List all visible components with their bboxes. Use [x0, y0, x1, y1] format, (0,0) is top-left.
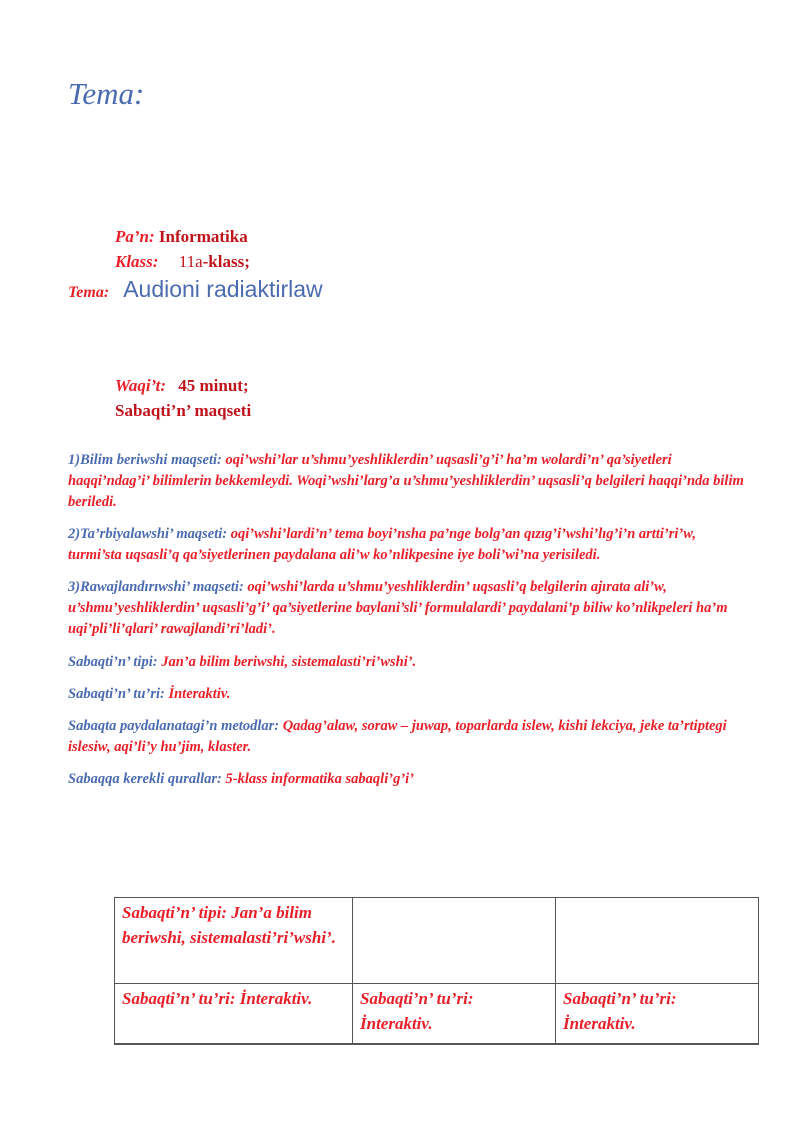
- table-cell: [556, 898, 759, 984]
- goal-head: 2)Ta’rbiyalawshi’ maqseti:: [68, 526, 228, 542]
- table-row: [115, 984, 759, 1044]
- goal-paragraph-1: [68, 450, 748, 513]
- class-suffix: -klass;: [202, 252, 250, 271]
- lesson-table: [114, 897, 759, 1045]
- detail-text: Jan’a bilim beriwshi, sistemalasti’ri’wshi’.: [157, 654, 417, 670]
- duration-label: Waqi’t:: [115, 376, 166, 395]
- goal-text: oqi’wshi’larda u’shmu’yeshliklerdin’ uqsasli’q belgilerin ajırata ali’w, u’shmu’yeshliklerdin’ uqsasli’g’i’ qa’siyetlerine baylani’sli’ formulalardi’ paydalani’p biliw ko’nlikpeleri ha’m uqi’pli’li’qlari’ rawajlandi’ri’ladi’.: [68, 579, 728, 637]
- detail-text: Qadag’alaw, soraw – juwap, toparlarda islew, kishi lekciya, jeke ta’rtiptegi islesiw, aqi’li’y hu’jim, klaster.: [68, 718, 727, 755]
- class-line: [115, 252, 250, 272]
- subject-line: [115, 227, 248, 247]
- detail-head: Sabaqti’n’ tu’ri:: [68, 686, 165, 702]
- subject-label: Pa’n:: [115, 227, 155, 246]
- duration-value: 45 minut;: [178, 376, 249, 395]
- page-title: Tema:: [68, 76, 145, 111]
- goal-text: oqi’wshi’lardi’n’ tema boyi’nsha pa’nge bolg’an qızıg’i’wshi’lıg’i’n artti’ri’w, turmi’sta uqsasli’q qa’siyetlerinen paydalana ali’w ko’nlikpesine iye boli’wi’na yerisiledi.: [68, 526, 696, 563]
- topic-label: Tema:: [68, 284, 110, 301]
- detail-head: Sabaqta paydalanatagi’n metodlar:: [68, 718, 280, 734]
- tools-line: [68, 769, 748, 790]
- topic-value: Audioni radiaktirlaw: [123, 276, 323, 302]
- goals-heading: Sabaqti’n’ maqseti: [115, 401, 252, 420]
- goal-paragraph-3: [68, 577, 748, 640]
- class-label: Klass:: [115, 252, 159, 271]
- class-number: 11a: [178, 252, 203, 271]
- goal-text: oqi’wshi’lar u’shmu’yeshliklerdin’ uqsasli’g’i’ ha’m wolardi’n’ qa’siyetleri haqqi’ndag’i’ bilimlerin bekkemleydi. Woqi’wshi’larg’a u’shmu’yeshliklerdin’ uqsasli’q belgileri haqqi’nda bilim beriledi.: [68, 452, 744, 510]
- lesson-type-line: [68, 652, 748, 673]
- table-cell: Sabaqti’n’ tu’ri: İnteraktiv.: [556, 984, 759, 1044]
- goal-paragraph-2: [68, 524, 748, 566]
- detail-head: Sabaqqa kerekli qurallar:: [68, 771, 222, 787]
- table-cell: Sabaqti’n’ tu’ri: İnteraktiv.: [115, 984, 353, 1044]
- table-cell: Sabaqti’n’ tu’ri: İnteraktiv.: [353, 984, 556, 1044]
- detail-text: 5-klass informatika sabaqli’g’i’: [221, 771, 415, 787]
- goal-head: 3)Rawajlandırıwshi’ maqseti:: [68, 579, 244, 595]
- detail-head: Sabaqti’n’ tipi:: [68, 654, 158, 670]
- subject-value: Informatika: [158, 227, 248, 246]
- topic-line: [68, 276, 323, 303]
- methods-line: [68, 716, 748, 758]
- lesson-kind-line: [68, 684, 748, 705]
- duration-line: [115, 376, 249, 396]
- table-cell: Sabaqti’n’ tipi: Jan’a bilim beriwshi, sistemalasti’ri’wshi’.: [115, 898, 353, 984]
- goal-head: 1)Bilim beriwshi maqseti:: [68, 452, 222, 468]
- table-cell: [353, 898, 556, 984]
- table-row: [115, 898, 759, 984]
- detail-text: İnteraktiv.: [164, 686, 231, 702]
